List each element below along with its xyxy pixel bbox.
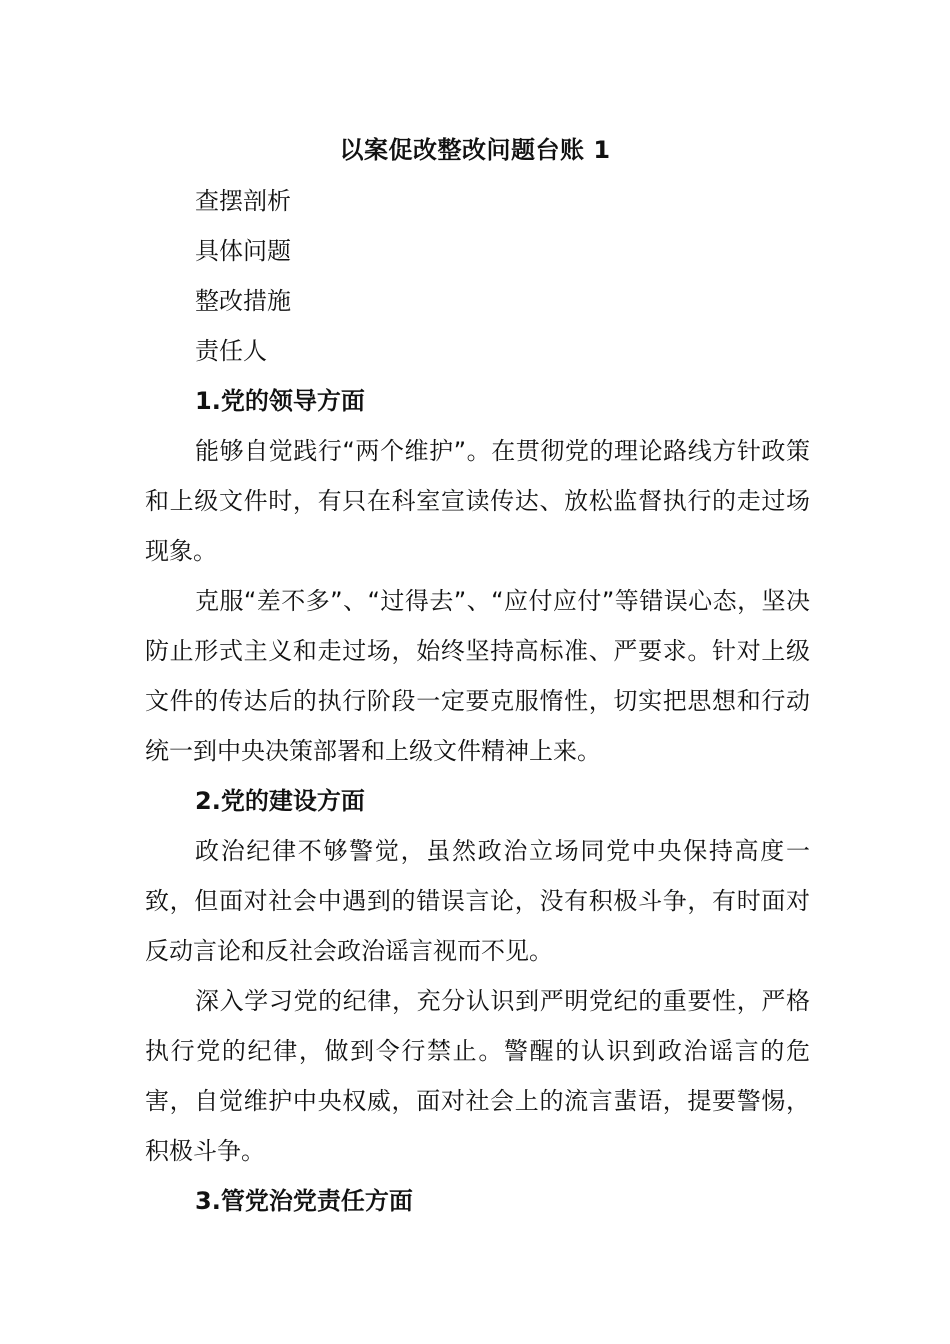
section-problem-party-building: 政治纪律不够警觉，虽然政治立场同党中央保持高度一致，但面对社会中遇到的错误言论，没有积极斗争，有时面对反动言论和反社会政治谣言视而不见。 (145, 837, 810, 965)
document-title: 以案促改整改问题台账 1 (339, 136, 611, 164)
section-problem-leadership: 能够自觉践行“两个维护”。在贯彻党的理论路线方针政策和上级文件时，有只在科室宣读传达、放松监督执行的走过场现象。 (145, 437, 810, 565)
document-body (145, 176, 810, 1226)
header-item-measure: 整改措施 (195, 287, 291, 315)
section-heading-leadership: 1.党的领导方面 (195, 387, 365, 415)
header-item-owner: 责任人 (195, 337, 267, 365)
section-measure-party-building: 深入学习党的纪律，充分认识到严明党纪的重要性，严格执行党的纪律，做到令行禁止。警醒的认识到政治谣言的危害，自觉维护中央权威，面对社会上的流言蜚语，提要警惕，积极斗争。 (145, 987, 810, 1165)
header-item-problem: 具体问题 (195, 237, 291, 265)
header-item-review: 查摆剖析 (195, 187, 291, 215)
section-measure-leadership: 克服“差不多”、“过得去”、“应付应付”等错误心态，坚决防止形式主义和走过场，始终坚持高标准、严要求。针对上级文件的传达后的执行阶段一定要克服惰性，切实把思想和行动统一到中央决策部署和上级文件精神上来。 (145, 587, 810, 765)
section-heading-party-building: 2.党的建设方面 (195, 787, 365, 815)
section-heading-governance: 3.管党治党责任方面 (195, 1187, 413, 1215)
